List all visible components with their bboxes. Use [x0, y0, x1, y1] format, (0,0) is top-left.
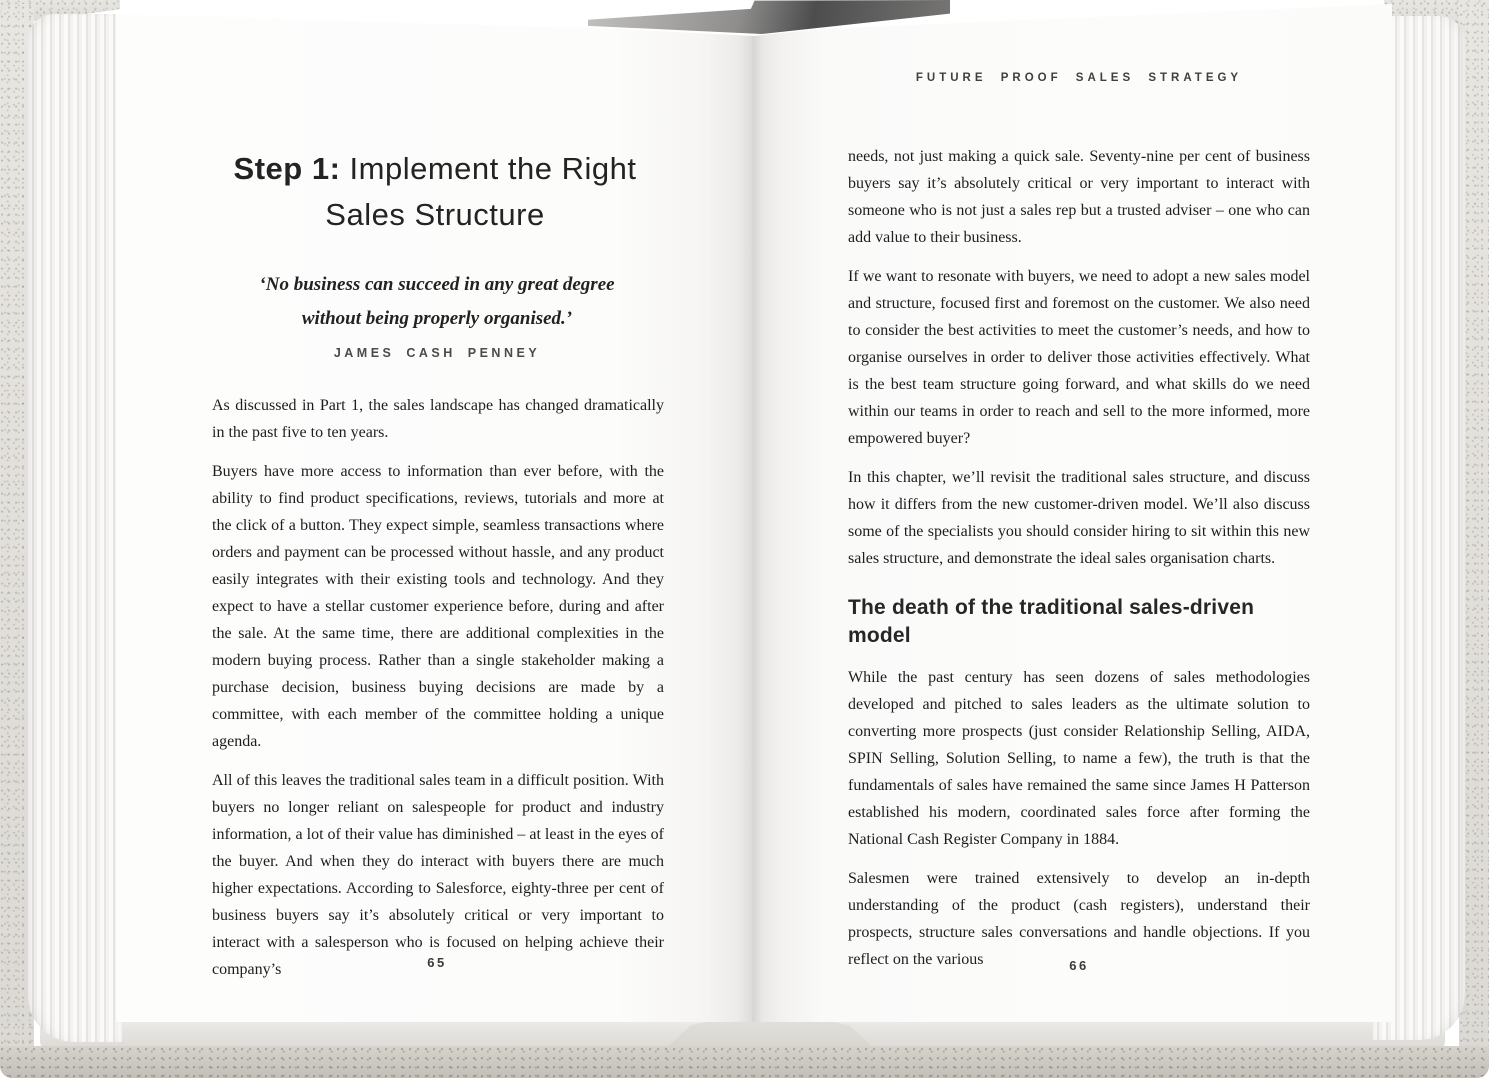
- epigraph-quote: ‘No business can succeed in any great degree without being properly organised.’: [259, 274, 615, 329]
- epigraph-attribution: JAMES CASH PENNEY: [333, 346, 541, 360]
- paragraph: While the past century has seen dozens of sales methodologies developed and pitched to sales leaders as the ultimate solution to converting more prospects (just consider Relationship Selling, AIDA, SPIN Selling, Solution Selling, to name a few), the truth is that the fundamentals of sales have remained the same since James H Patterson established his modern, coordinated sales force after forming the National Cash Register Company in 1884.: [848, 669, 1310, 848]
- right-page-body: [848, 143, 1310, 985]
- left-page-body: [212, 392, 664, 995]
- chapter-step-label: Step 1:: [233, 151, 341, 186]
- paragraph: Salesmen were trained extensively to develop an in-depth understanding of the product (cash registers), understand their prospects, structure sales conversations and handle objections. If you reflect on the various: [848, 870, 1310, 968]
- paragraph: In this chapter, we’ll revisit the traditional sales structure, and discuss how it differs from the new customer-driven model. We’ll also discuss some of the specialists you should consider hiring to sit within this new sales structure, and demonstrate the ideal sales organisation charts.: [848, 469, 1310, 567]
- paragraph: needs, not just making a quick sale. Seventy-nine per cent of business buyers say it’s absolutely critical or very important to interact with someone who is not just a sales rep but a trusted adviser – one who can add value to their business.: [848, 148, 1310, 246]
- running-header: FUTURE PROOF SALES STRATEGY: [915, 72, 1243, 84]
- paragraph: If we want to resonate with buyers, we need to adopt a new sales model and structure, focused first and foremost on the customer. We also need to consider the best activities to meet the customer’s needs, and how to organise ourselves in order to deliver those activities effectively. What is the best team structure going forward, and what skills do we need within our teams in order to reach and sell to the more informed, more empowered buyer?: [848, 268, 1310, 447]
- chapter-title: [202, 146, 668, 238]
- paragraph: As discussed in Part 1, the sales landscape has changed dramatically in the past five to ten years.: [212, 397, 664, 441]
- page-number-right: 66: [1069, 958, 1089, 973]
- book-cover-bottom-edge: [0, 1046, 1489, 1078]
- page-stack-left-edge: [28, 14, 122, 1042]
- paragraph: Buyers have more access to information than ever before, with the ability to find product specifications, reviews, tutorials and more at the click of a button. They expect simple, seamless transactions where orders and payment can be processed without hassle, and any product easily integrates with their existing tools and technology. And they expect to have a stellar customer experience before, during and after the sale. At the same time, there are additional complexities in the modern buying process. Rather than a single stakeholder making a purchase decision, business buying decisions are made by a committee, with each member of the committee holding a unique agenda.: [212, 463, 664, 750]
- paragraph: All of this leaves the traditional sales team in a difficult position. With buyers no longer reliant on salespeople for product and industry information, a lot of their value has diminished – at least in the eyes of the buyer. And when they do interact with buyers there are much higher expectations. According to Salesforce, eighty-three per cent of business buyers say it’s absolutely critical or very important to interact with a salesperson who is focused on helping achieve their company’s: [212, 772, 664, 978]
- epigraph: [212, 268, 662, 360]
- chapter-title-text: Implement the Right Sales Structure: [325, 151, 637, 232]
- page-number-left: 65: [427, 955, 447, 970]
- section-heading: The death of the traditional sales-driven model: [848, 596, 1255, 647]
